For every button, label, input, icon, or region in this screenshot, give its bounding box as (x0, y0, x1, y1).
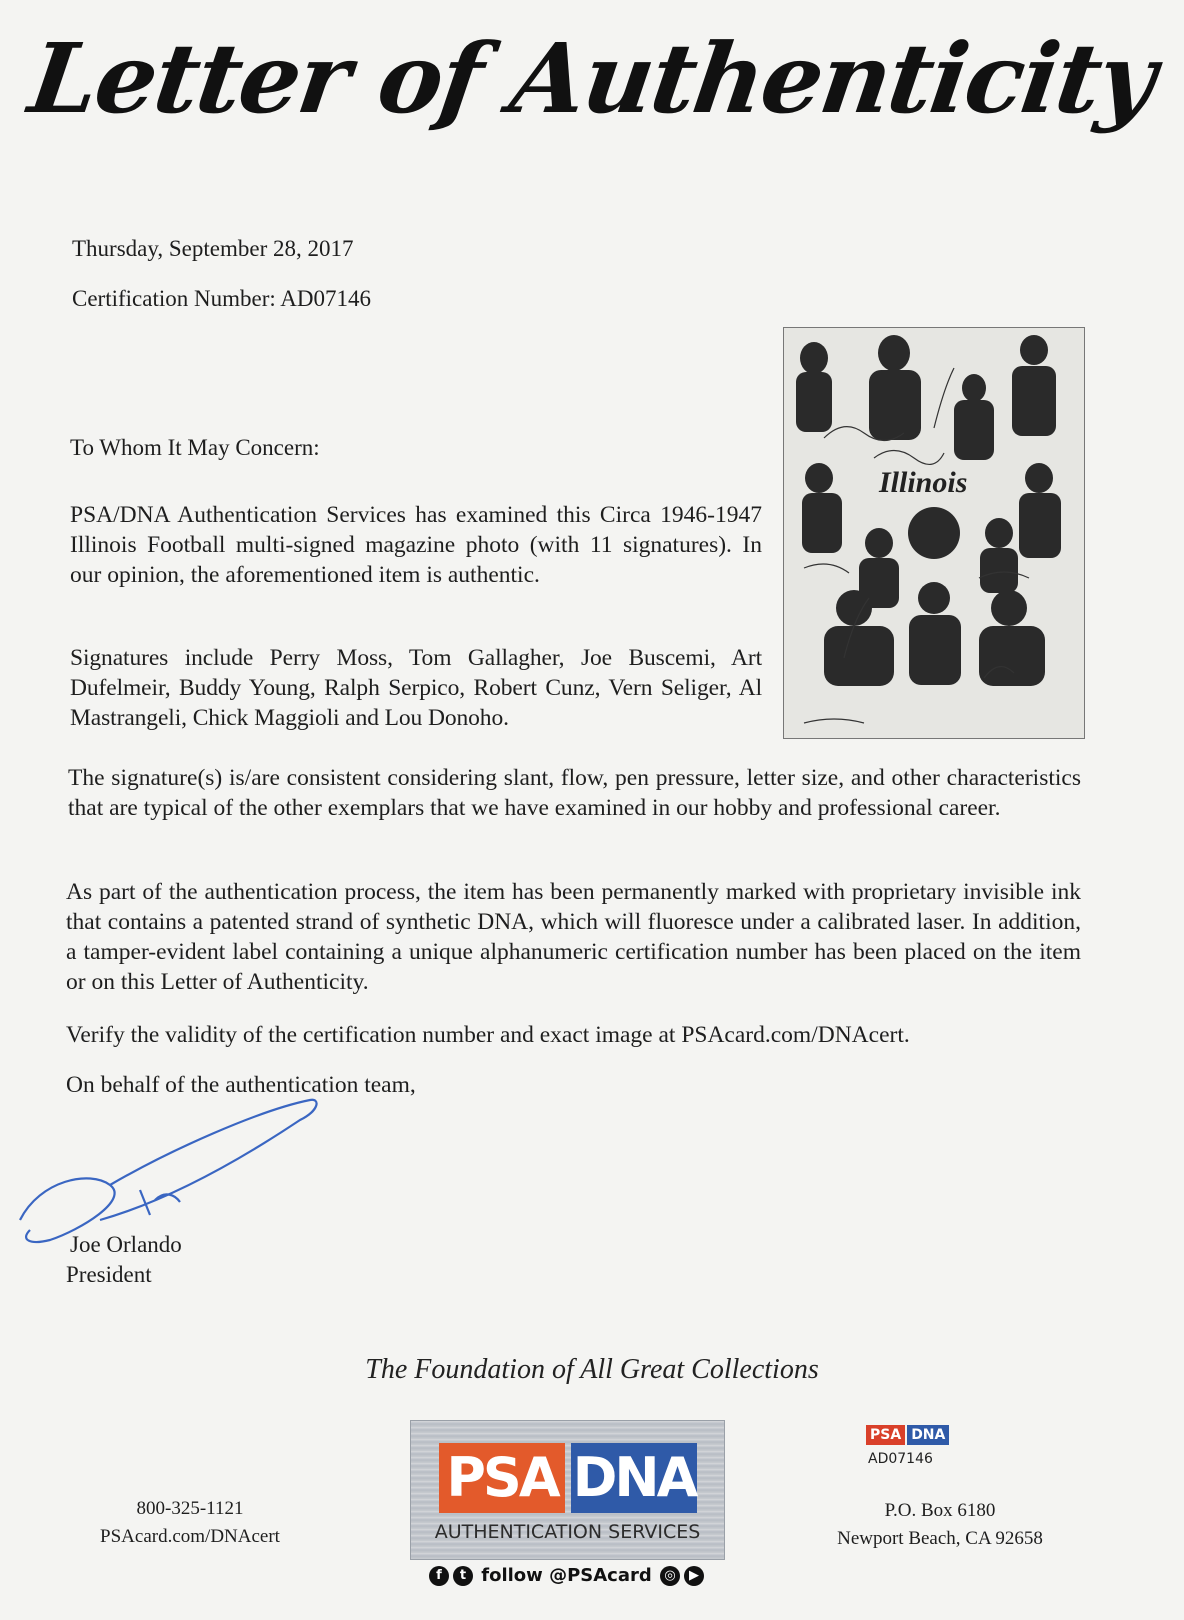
signer-role: President (66, 1262, 152, 1287)
paragraph-consistency: The signature(s) is/are consistent considering slant, flow, pen pressure, letter size, and other characteristics that are typical of the other exemplars that we have examined in our hobby and professional career. (68, 765, 1081, 821)
sticker-psa-mark: PSA (866, 1425, 905, 1445)
social-follow (410, 1565, 723, 1586)
logo-psa-mark: PSA (439, 1443, 565, 1513)
tagline: The Foundation of All Great Collections (365, 1354, 819, 1385)
sticker-dna-mark: DNA (907, 1425, 949, 1445)
city-address: Newport Beach, CA 92658 (837, 1528, 1043, 1549)
logo-dna-mark: DNA (571, 1443, 697, 1513)
letter-title: Letter of Authenticity (22, 22, 1162, 135)
photo-caption-illinois: Illinois (879, 466, 968, 499)
contact-right (790, 1497, 1090, 1553)
sticker-cert-number: AD07146 (868, 1451, 933, 1467)
paragraph-verify: Verify the validity of the certification number and exact image at PSAcard.com/DNAcert. (66, 1022, 910, 1048)
phone-number: 800-325-1121 (136, 1498, 244, 1519)
signed-team-photo (783, 327, 1085, 739)
youtube-icon: ▶ (684, 1566, 704, 1586)
signer-name: Joe Orlando (70, 1232, 182, 1257)
paragraph-process: As part of the authentication process, the item has been permanently marked with proprietary invisible ink that contains a patented strand of synthetic DNA, which will fluoresce under a calibrated laser. In addition, a tamper-evident label containing a unique alphanumeric certification number has been placed on the item or on this Letter of Authenticity. (66, 879, 1081, 995)
psa-dna-logo (410, 1420, 725, 1560)
team-photo-image (784, 328, 1084, 738)
follow-handle: follow @PSAcard (481, 1565, 652, 1586)
twitter-icon: t (453, 1566, 473, 1586)
certification-number: Certification Number: AD07146 (72, 286, 371, 311)
closing-line: On behalf of the authentication team, (66, 1072, 416, 1098)
paragraph-examined: PSA/DNA Authentication Services has examined this Circa 1946-1947 Illinois Football multi-signed magazine photo (with 11 signatures). In our opinion, the aforementioned item is authentic. (70, 502, 762, 588)
paragraph-signatures: Signatures include Perry Moss, Tom Gallagher, Joe Buscemi, Art Dufelmeir, Buddy Young, Ralph Serpico, Robert Cunz, Vern Seliger, Al Mastrangeli, Chick Maggioli and Lou Donoho. (70, 645, 762, 731)
salutation: To Whom It May Concern: (70, 435, 320, 460)
facebook-icon: f (429, 1566, 449, 1586)
contact-left (70, 1495, 310, 1551)
website-link: PSAcard.com/DNAcert (100, 1526, 280, 1547)
cert-sticker (862, 1425, 958, 1475)
logo-subtitle: AUTHENTICATION SERVICES (434, 1521, 701, 1543)
po-box: P.O. Box 6180 (884, 1500, 996, 1521)
letter-date: Thursday, September 28, 2017 (72, 236, 354, 261)
instagram-icon: ◎ (660, 1566, 680, 1586)
